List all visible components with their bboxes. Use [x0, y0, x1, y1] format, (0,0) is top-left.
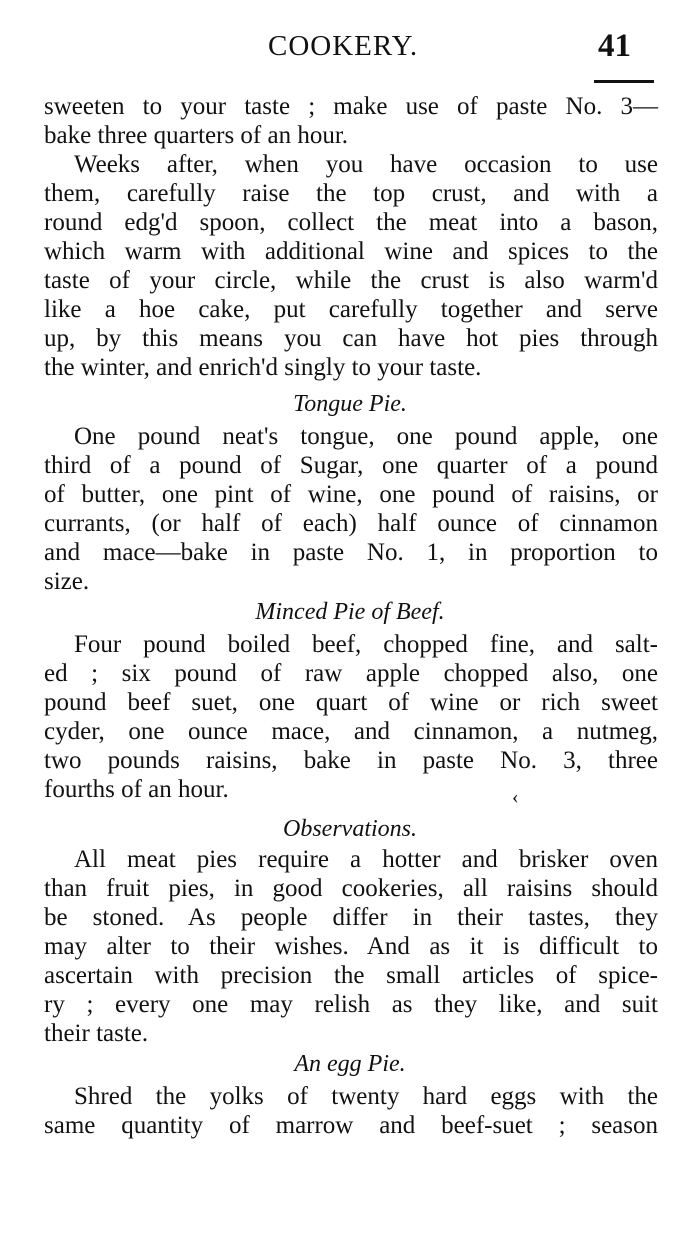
text-line: of butter, one pint of wine, one pound of raisins, or [44, 481, 658, 508]
tongue-pie-heading: Tongue Pie. [293, 391, 407, 417]
text-line: third of a pound of Sugar, one quarter of a pound [44, 452, 658, 479]
text-line: the winter, and enrich'd singly to your taste. [44, 354, 482, 381]
weeks-after-paragraph [44, 150, 658, 382]
text-line: than fruit pies, in good cookeries, all raisins should [44, 875, 658, 902]
text-line: Four pound boiled beef, chopped fine, and salt- [74, 631, 658, 658]
text-line: like a hoe cake, put carefully together and serve [44, 296, 658, 323]
text-line: which warm with additional wine and spices to the [44, 238, 658, 265]
text-line: Weeks after, when you have occasion to use [74, 151, 658, 178]
text-line: sweeten to your taste ; make use of paste No. 3— [44, 93, 658, 120]
text-line: their taste. [44, 1020, 149, 1047]
text-line: up, by this means you can have hot pies through [44, 325, 658, 352]
text-line: fourths of an hour. [44, 776, 229, 803]
header-rule [594, 80, 654, 83]
text-line: One pound neat's tongue, one pound apple, one [74, 423, 658, 450]
text-line: taste of your circle, while the crust is also warm'd [44, 267, 658, 294]
minced-pie-paragraph [44, 630, 658, 804]
running-title: COOKERY. [268, 30, 419, 62]
text-line: them, carefully raise the top crust, and with a [44, 180, 658, 207]
egg-pie-heading: An egg Pie. [294, 1051, 406, 1077]
minced-pie-heading: Minced Pie of Beef. [255, 599, 445, 625]
text-line: cyder, one ounce mace, and cinnamon, a nutmeg, [44, 718, 658, 745]
stray-printer-mark: ‹ [512, 786, 519, 808]
text-line: currants, (or half of each) half ounce of cinnamon [44, 510, 658, 537]
text-line: All meat pies require a hotter and brisker oven [74, 846, 658, 873]
egg-pie-paragraph [44, 1082, 658, 1140]
text-line: pound beef suet, one quart of wine or rich sweet [44, 689, 658, 716]
text-line: ry ; every one may relish as they like, and suit [44, 991, 658, 1018]
running-head [0, 28, 700, 68]
text-line: size. [44, 568, 90, 595]
text-line: same quantity of marrow and beef-suet ; season [44, 1112, 658, 1139]
text-line: round edg'd spoon, collect the meat into a bason, [44, 209, 658, 236]
page-number: 41 [598, 28, 631, 64]
text-line: bake three quarters of an hour. [44, 122, 349, 149]
text-line: may alter to their wishes. And as it is difficult to [44, 933, 658, 960]
text-line: be stoned. As people differ in their tastes, they [44, 904, 658, 931]
continuation-paragraph [44, 92, 658, 150]
observations-paragraph [44, 845, 658, 1048]
observations-heading: Observations. [283, 816, 417, 842]
text-line: Shred the yolks of twenty hard eggs with the [74, 1083, 658, 1110]
text-line: ascertain with precision the small articles of spice- [44, 962, 658, 989]
text-line: two pounds raisins, bake in paste No. 3, three [44, 747, 658, 774]
text-line: ed ; six pound of raw apple chopped also, one [44, 660, 658, 687]
text-line: and mace—bake in paste No. 1, in proportion to [44, 539, 658, 566]
tongue-pie-paragraph [44, 422, 658, 596]
